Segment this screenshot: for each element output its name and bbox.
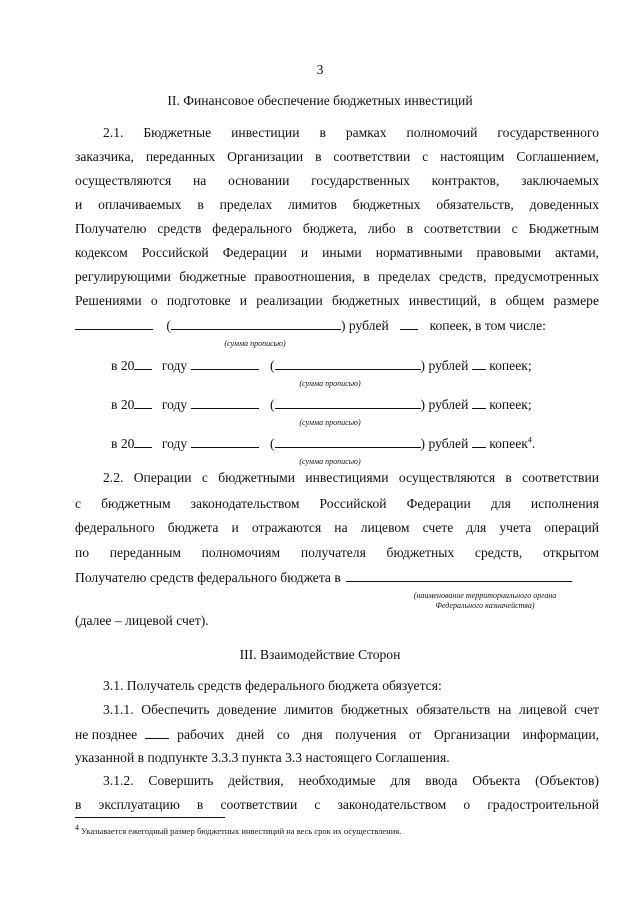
para-2-2-line-2: с бюджетным законодательством Российской Федерации для исполнения [75,496,599,511]
para-3-1-1-line-3: указанной в подпункте 3.3.3 пункта 3.3 настоящего Соглашения. [75,750,450,765]
para-2-1-line-7: регулирующими бюджетные правоотношения, в пределах средств, предусмотренных [75,269,599,284]
footnote-text: Указывается ежегодный размер бюджетных инвестиций на весь срок их осуществления. [79,826,402,836]
footnote-marker: 4 [75,823,79,833]
year-1-kopeks-blank[interactable] [472,357,486,370]
year-1-rubles-blank[interactable] [191,357,259,370]
para-2-1-line-3: осуществляются на основании государственных контрактов, заключаемых [75,173,599,188]
year-2-blank[interactable] [134,396,152,409]
para-2-1-line-2: заказчика, переданных Организации в соответствии с настоящим Соглашением, [75,149,599,164]
year-2-line: в 20 году ( ) рублей копеек; [111,397,532,412]
year-1-words-blank[interactable] [275,357,421,370]
total-kopeks-blank[interactable] [400,317,418,330]
year-3-words-blank[interactable] [275,435,421,448]
para-3-1-2-line-1: 3.1.2. Совершить действия, необходимые для ввода Объекта (Объектов) [103,773,599,788]
para-2-2-line-5: Получателю средств федерального бюджета в [75,569,572,586]
year-1-blank[interactable] [134,357,152,370]
total-words-blank[interactable] [171,317,341,330]
para-2-2-line-1: 2.2. Операции с бюджетными инвестициями осуществляются в соответствии [103,470,599,485]
para-2-1-line-8: Решениями о подготовке и реализации бюджетных инвестиций, в общем размере [75,293,599,308]
year-3-caption: (сумма прописью) [299,457,361,466]
footnote [75,823,402,836]
section-2-heading: II. Финансовое обеспечение бюджетных инвестиций [167,93,473,108]
page-number: 3 [316,62,324,77]
para-3-1: 3.1. Получатель средств федерального бюджета обязуется: [103,678,442,693]
year-3-line: в 20 году ( ) рублей копеек$^4$. [111,435,536,451]
para-2-1-line-6: кодексом Российской Федерации и иными нормативными правовыми актами, [75,245,599,260]
footnote-ref-4: 4 [527,435,532,445]
para-2-2-tail: (далее – лицевой счет). [75,613,209,628]
para-2-2-line-4: по переданным полномочиям получателя бюджетных средств, открытом [75,545,599,560]
para-2-1-line-5: Получателю средств федерального бюджета, либо в соответствии с Бюджетным [75,221,599,236]
year-1-caption: (сумма прописью) [299,379,361,388]
para-3-1-1-line-2: не позднее рабочих дней со дня получения от Организации информации, [75,727,599,742]
year-2-caption: (сумма прописью) [299,418,361,427]
para-2-1-line-1: 2.1. Бюджетные инвестиции в рамках полномочий государственного [103,125,599,140]
treasury-caption-1: (наименование территориального органа [413,591,557,600]
year-3-blank[interactable] [134,435,152,448]
year-3-kopeks-blank[interactable] [472,435,486,448]
year-2-words-blank[interactable] [275,396,421,409]
para-2-2-line-3: федерального бюджета и отражаются на лицевом счете для учета операций [75,520,599,535]
working-days-blank[interactable] [145,726,169,739]
footnote-separator [75,817,225,818]
para-2-1-line-4: и оплачиваемых в пределах лимитов бюджетных обязательств, доведенных [75,197,599,212]
section-3-heading: III. Взаимодействие Сторон [239,647,401,662]
para-3-1-2-line-2: в эксплуатацию в соответствии с законодательством о градостроительной [75,797,599,812]
year-3-rubles-blank[interactable] [191,435,259,448]
total-words-caption: (сумма прописью) [224,339,286,348]
year-2-rubles-blank[interactable] [191,396,259,409]
total-rubles-blank[interactable] [75,317,153,330]
treasury-body-blank[interactable] [346,569,572,582]
para-3-1-1-line-1: 3.1.1. Обеспечить доведение лимитов бюджетных обязательств на лицевой счет [103,702,599,717]
year-1-line: в 20 году ( ) рублей копеек; [111,358,532,373]
treasury-caption-2: Федерального казначейства) [435,601,535,610]
year-2-kopeks-blank[interactable] [472,396,486,409]
total-amount-line: ( ) рублей копеек, в том числе: [75,317,546,334]
